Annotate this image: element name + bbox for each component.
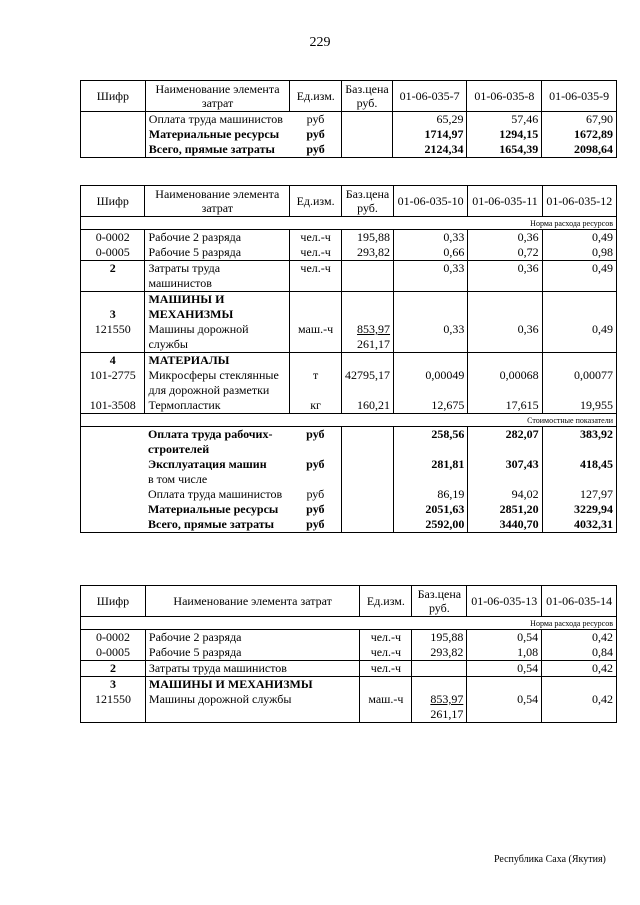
table-row: [81, 502, 617, 517]
row-unit: т: [290, 368, 342, 398]
row-price: 160,21: [342, 398, 394, 414]
table-row: [81, 427, 617, 458]
row-name: Рабочие 5 разряда: [145, 245, 290, 261]
row-value: 1654,39: [467, 142, 542, 158]
row-value: 0,36: [468, 230, 542, 246]
row-value: 0,84: [542, 645, 617, 661]
section-row: [81, 292, 617, 323]
row-code: 101-2775: [81, 368, 145, 398]
table-row: [81, 368, 617, 398]
row-price-secondary: 261,17: [357, 337, 391, 351]
row-unit: кг: [290, 398, 342, 414]
row-value: 0,54: [467, 661, 542, 677]
row-unit: руб: [290, 487, 342, 502]
header-price: Баз.цена руб.: [342, 81, 392, 112]
row-unit: чел.-ч: [360, 645, 412, 661]
row-value: 0,36: [468, 322, 542, 353]
column-header: 01-06-035-7: [392, 81, 467, 112]
row-price: 195,88: [342, 230, 394, 246]
row-value: 0,00077: [542, 368, 616, 398]
row-name: Затраты труда машинистов: [145, 661, 360, 677]
table-row: [81, 230, 617, 246]
row-code: 121550: [81, 322, 145, 353]
row-code: 0-0005: [81, 245, 145, 261]
section-title: МАШИНЫ И МЕХАНИЗМЫ: [145, 677, 360, 693]
row-value: 1,08: [467, 645, 542, 661]
row-value: 94,02: [468, 487, 542, 502]
table-row: [81, 127, 617, 142]
row-value: 0,54: [467, 692, 542, 723]
table-row: [81, 487, 617, 502]
row-value: 2051,63: [394, 502, 468, 517]
column-header: 01-06-035-14: [542, 586, 617, 617]
section-code: 4: [81, 353, 145, 369]
table-row: [81, 630, 617, 646]
column-header: 01-06-035-9: [542, 81, 617, 112]
norm-label: Норма расхода ресурсов: [81, 617, 617, 630]
header-code: Шифр: [81, 81, 146, 112]
row-name: Всего, прямые затраты: [145, 517, 290, 533]
row-value: 3440,70: [468, 517, 542, 533]
page-number: 229: [309, 35, 331, 50]
row-price: 293,82: [342, 245, 394, 261]
row-value: 67,90: [542, 112, 617, 128]
table-row: [81, 472, 617, 487]
table-row: [81, 661, 617, 677]
header-unit: Ед.изм.: [290, 186, 342, 217]
row-price-secondary: 261,17: [430, 707, 464, 721]
column-header: 01-06-035-10: [394, 186, 468, 217]
section-code: 3: [81, 292, 145, 323]
row-value: 282,07: [468, 427, 542, 458]
row-name: Материальные ресурсы: [147, 502, 279, 516]
row-value: 86,19: [394, 487, 468, 502]
row-value: 0,49: [542, 322, 616, 353]
row-name: Всего, прямые затраты: [145, 142, 290, 158]
table-3: [80, 585, 617, 723]
column-header: 01-06-035-13: [467, 586, 542, 617]
section-row: [81, 677, 617, 693]
row-value: 3229,94: [542, 502, 616, 517]
section-title: МАТЕРИАЛЫ: [145, 353, 290, 369]
row-value: 0,49: [542, 261, 616, 292]
header-name: Наименование элемента затрат: [145, 186, 290, 217]
table-row: [81, 645, 617, 661]
row-value: 281,81: [394, 457, 468, 472]
row-unit: руб: [290, 112, 342, 128]
row-value: 0,00049: [394, 368, 468, 398]
row-name: Рабочие 2 разряда: [145, 630, 360, 646]
row-value: 0,98: [542, 245, 616, 261]
table-row: [81, 261, 617, 292]
header-unit: Ед.изм.: [290, 81, 342, 112]
footer-region: Республика Саха (Якутия): [494, 854, 606, 865]
row-unit: руб: [290, 127, 342, 142]
row-value: 127,97: [542, 487, 616, 502]
row-name: Оплата труда машинистов: [148, 112, 283, 126]
row-name: Затраты труда машинистов: [145, 261, 290, 292]
table-row: [81, 322, 617, 353]
header-price: Баз.цена руб.: [412, 586, 467, 617]
row-value: 2098,64: [542, 142, 617, 158]
row-value: 1672,89: [542, 127, 617, 142]
row-value: 2592,00: [394, 517, 468, 533]
row-value: 12,675: [394, 398, 468, 414]
row-value: 19,955: [542, 398, 616, 414]
row-value: 0,42: [542, 630, 617, 646]
row-unit: руб: [290, 427, 342, 458]
row-name: в том числе: [147, 472, 208, 486]
table-row: [81, 245, 617, 261]
row-price: 195,88: [412, 630, 467, 646]
table-row: [81, 398, 617, 414]
row-name: Рабочие 5 разряда: [145, 645, 360, 661]
row-code: 0-0002: [81, 230, 145, 246]
section-row: [81, 353, 617, 369]
row-value: 0,33: [394, 230, 468, 246]
row-value: 0,42: [542, 692, 617, 723]
norm-label: Норма расхода ресурсов: [81, 217, 617, 230]
table-1: [80, 80, 617, 158]
table-header: [81, 81, 617, 112]
section-code: 3: [81, 677, 146, 693]
row-unit: чел.-ч: [290, 230, 342, 246]
column-header: 01-06-035-12: [542, 186, 616, 217]
table-row: [81, 142, 617, 158]
row-unit: чел.-ч: [290, 261, 342, 292]
table-header: [81, 586, 617, 617]
row-value: 0,42: [542, 661, 617, 677]
table-row: [81, 457, 617, 472]
row-code: 0-0005: [81, 645, 146, 661]
column-header: 01-06-035-8: [467, 81, 542, 112]
row-value: 383,92: [542, 427, 616, 458]
row-code: 121550: [81, 692, 146, 723]
row-value: 0,00068: [468, 368, 542, 398]
row-value: 1714,97: [392, 127, 467, 142]
header-code: Шифр: [81, 186, 145, 217]
row-value: 17,615: [468, 398, 542, 414]
row-price: 853,97: [357, 322, 391, 336]
row-value: 0,33: [394, 322, 468, 353]
row-value: 0,36: [468, 261, 542, 292]
row-price: 293,82: [412, 645, 467, 661]
row-name: Эксплуатация машин: [147, 457, 267, 471]
header-name: Наименование элемента затрат: [145, 586, 360, 617]
table-2: [80, 185, 617, 533]
row-name: Машины дорожной службы: [145, 692, 360, 723]
row-value: 4032,31: [542, 517, 616, 533]
row-unit: маш.-ч: [290, 322, 342, 353]
row-name: Рабочие 2 разряда: [145, 230, 290, 246]
row-value: 0,66: [394, 245, 468, 261]
row-value: 0,49: [542, 230, 616, 246]
row-price: 853,97: [430, 692, 464, 706]
row-value: 0,33: [394, 261, 468, 292]
row-name: Микросферы стеклянные для дорожной разметки: [145, 368, 290, 398]
row-value: 418,45: [542, 457, 616, 472]
row-name: Машины дорожной службы: [145, 322, 290, 353]
row-unit: руб: [290, 517, 342, 533]
cost-label: Стоимостные показатели: [81, 414, 617, 427]
row-value: 65,29: [392, 112, 467, 128]
row-unit: чел.-ч: [290, 245, 342, 261]
row-code: 2: [81, 261, 145, 292]
row-value: 2124,34: [392, 142, 467, 158]
row-value: 0,72: [468, 245, 542, 261]
row-value: 0,54: [467, 630, 542, 646]
table-row: [81, 692, 617, 723]
row-value: 1294,15: [467, 127, 542, 142]
table-header: [81, 186, 617, 217]
header-name: Наименование элемента затрат: [145, 81, 290, 112]
row-unit: чел.-ч: [360, 661, 412, 677]
header-price: Баз.цена руб.: [342, 186, 394, 217]
row-name: Оплата труда машинистов: [147, 487, 283, 501]
row-value: 57,46: [467, 112, 542, 128]
row-unit: руб: [290, 502, 342, 517]
row-code: 101-3508: [81, 398, 145, 414]
column-header: 01-06-035-11: [468, 186, 542, 217]
row-value: 307,43: [468, 457, 542, 472]
section-title: МАШИНЫ И МЕХАНИЗМЫ: [145, 292, 290, 323]
row-price: 42795,17: [342, 368, 394, 398]
row-unit: маш.-ч: [360, 692, 412, 723]
row-unit: руб: [290, 457, 342, 472]
row-code: 0-0002: [81, 630, 146, 646]
table-row: [81, 517, 617, 533]
row-value: 258,56: [394, 427, 468, 458]
row-code: 2: [81, 661, 146, 677]
header-code: Шифр: [81, 586, 146, 617]
row-unit: руб: [290, 142, 342, 158]
row-value: 2851,20: [468, 502, 542, 517]
row-unit: чел.-ч: [360, 630, 412, 646]
table-row: [81, 112, 617, 128]
row-name: Материальные ресурсы: [148, 127, 280, 141]
row-name: Оплата труда рабочих-строителей: [147, 427, 273, 456]
header-unit: Ед.изм.: [360, 586, 412, 617]
row-name: Термопластик: [145, 398, 290, 414]
